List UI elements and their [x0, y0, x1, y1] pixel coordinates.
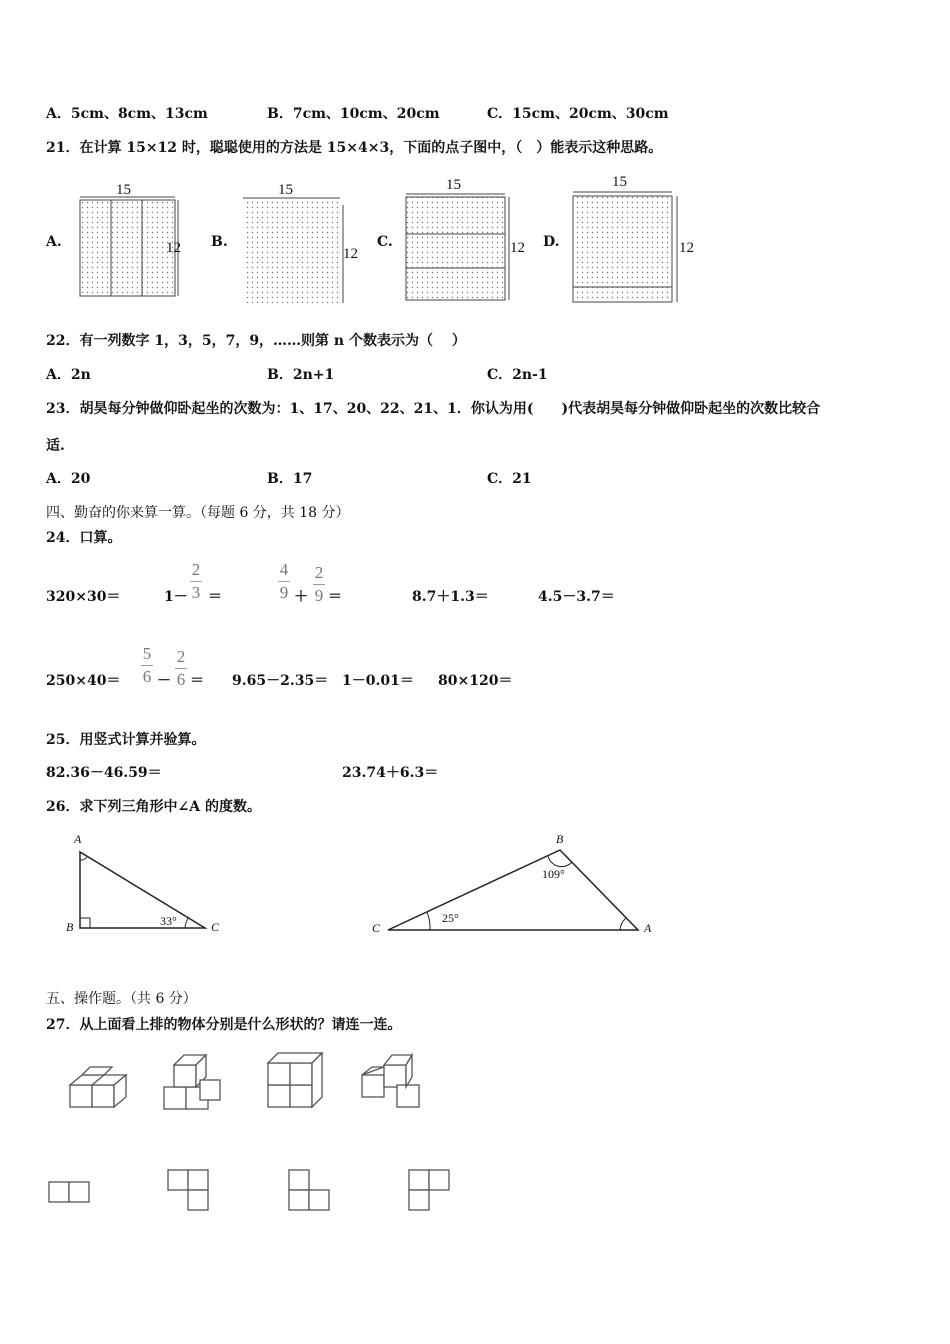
q22-option-c: C．2n-1: [487, 367, 548, 383]
q22-option-a: A．2n: [46, 367, 91, 383]
top-view-1: [49, 1182, 89, 1202]
section-5-heading: 五、操作题。（共 6 分）: [46, 991, 197, 1007]
fraction-2-9: 2 9: [314, 563, 324, 605]
triangles: [0, 830, 950, 960]
tri1-angle-c: 33°: [160, 914, 177, 928]
q21-label-c: C.: [377, 234, 393, 250]
tri2-vertex-a: A: [644, 921, 652, 935]
calc-3-op: ＋: [294, 589, 308, 605]
q25-text: 25．用竖式计算并验算。: [46, 732, 206, 748]
fraction-4-9: 4 9: [279, 560, 289, 602]
triangle-1: [80, 852, 205, 928]
height-label-a: 12: [166, 240, 181, 256]
height-label-d: 12: [679, 240, 694, 256]
q22-text: 22．有一列数字 1，3，5，7，9，……则第 n 个数表示为（ ）: [46, 333, 466, 349]
tri2-angle-c: 25°: [442, 911, 459, 925]
q26-text: 26．求下列三角形中∠A 的度数。: [46, 799, 261, 815]
height-label-b: 12: [343, 246, 358, 262]
width-label-b: 15: [278, 182, 293, 198]
calc-2-equals: ＝: [208, 589, 222, 605]
q23-option-c: C．21: [487, 471, 532, 487]
q21-label-a: A.: [46, 234, 62, 250]
cube-shapes: [0, 1040, 950, 1220]
top-view-3: [289, 1170, 329, 1210]
calc-2-prefix: 1－: [164, 589, 188, 605]
top-view-2: [168, 1170, 208, 1210]
dot-diagram-b: [243, 198, 343, 303]
tri1-vertex-b: B: [66, 920, 74, 934]
calc-5: 4.5－3.7＝: [538, 589, 615, 605]
calc-8: 9.65－2.35＝: [232, 673, 329, 689]
fraction-2-3: 2 3: [191, 560, 201, 602]
calc-6: 250×40＝: [46, 673, 121, 689]
q24-text: 24．口算。: [46, 530, 122, 546]
q25-b: 23.74＋6.3＝: [342, 765, 439, 781]
calc-3-equals: ＝: [328, 589, 342, 605]
q20-option-b: B．7cm、10cm、20cm: [267, 106, 440, 122]
calc-9: 1－0.01＝: [342, 673, 414, 689]
cube-object-4: [362, 1055, 419, 1107]
fraction-2-6: 2 6: [176, 647, 186, 689]
width-label-a: 15: [116, 182, 131, 198]
calc-1: 320×30＝: [46, 589, 121, 605]
q21-text: 21．在计算 15×12 时，聪聪使用的方法是 15×4×3，下面的点子图中，（ ）能表示这种思路。: [46, 140, 663, 156]
q21-label-d: D.: [543, 234, 560, 250]
calc-7-equals: ＝: [190, 673, 204, 689]
q20-option-a: A．5cm、8cm、13cm: [46, 106, 208, 122]
cube-object-1: [70, 1067, 126, 1107]
dot-diagram-a: [80, 197, 178, 296]
q23-option-b: B．17: [267, 471, 313, 487]
top-view-4: [409, 1170, 449, 1210]
q23-text: 23．胡昊每分钟做仰卧起坐的次数为：1、17、20、22、21、1．你认为用( )代表胡昊每分钟做仰卧起坐的次数比较合: [46, 401, 821, 417]
tri2-angle-b: 109°: [542, 867, 565, 881]
q25-a: 82.36－46.59＝: [46, 765, 162, 781]
q21-label-b: B.: [211, 234, 228, 250]
cube-object-2: [164, 1055, 220, 1109]
tri2-vertex-b: B: [556, 832, 564, 846]
tri1-vertex-a: A: [74, 832, 82, 846]
triangle-2: [388, 850, 638, 930]
width-label-d: 15: [612, 174, 627, 190]
q20-option-c: C．15cm、20cm、30cm: [487, 106, 669, 122]
q23-option-a: A．20: [46, 471, 91, 487]
dot-diagram-d: [573, 192, 677, 302]
height-label-c: 12: [510, 240, 525, 256]
calc-7-op: －: [157, 673, 171, 689]
dot-diagrams: [0, 0, 950, 320]
fraction-5-6: 5 6: [142, 644, 152, 686]
section-4-heading: 四、勤奋的你来算一算。（每题 6 分，共 18 分）: [46, 505, 350, 521]
width-label-c: 15: [446, 177, 461, 193]
q22-option-b: B．2n+1: [267, 367, 335, 383]
tri1-vertex-c: C: [211, 920, 220, 934]
tri2-vertex-c: C: [372, 921, 381, 935]
q23-text-cont: 适.: [46, 438, 65, 454]
calc-4: 8.7＋1.3＝: [412, 589, 489, 605]
q27-text: 27．从上面看上排的物体分别是什么形状的？请连一连。: [46, 1017, 402, 1033]
calc-10: 80×120＝: [438, 673, 513, 689]
cube-object-3: [268, 1053, 322, 1107]
dot-diagram-c: [406, 194, 509, 300]
